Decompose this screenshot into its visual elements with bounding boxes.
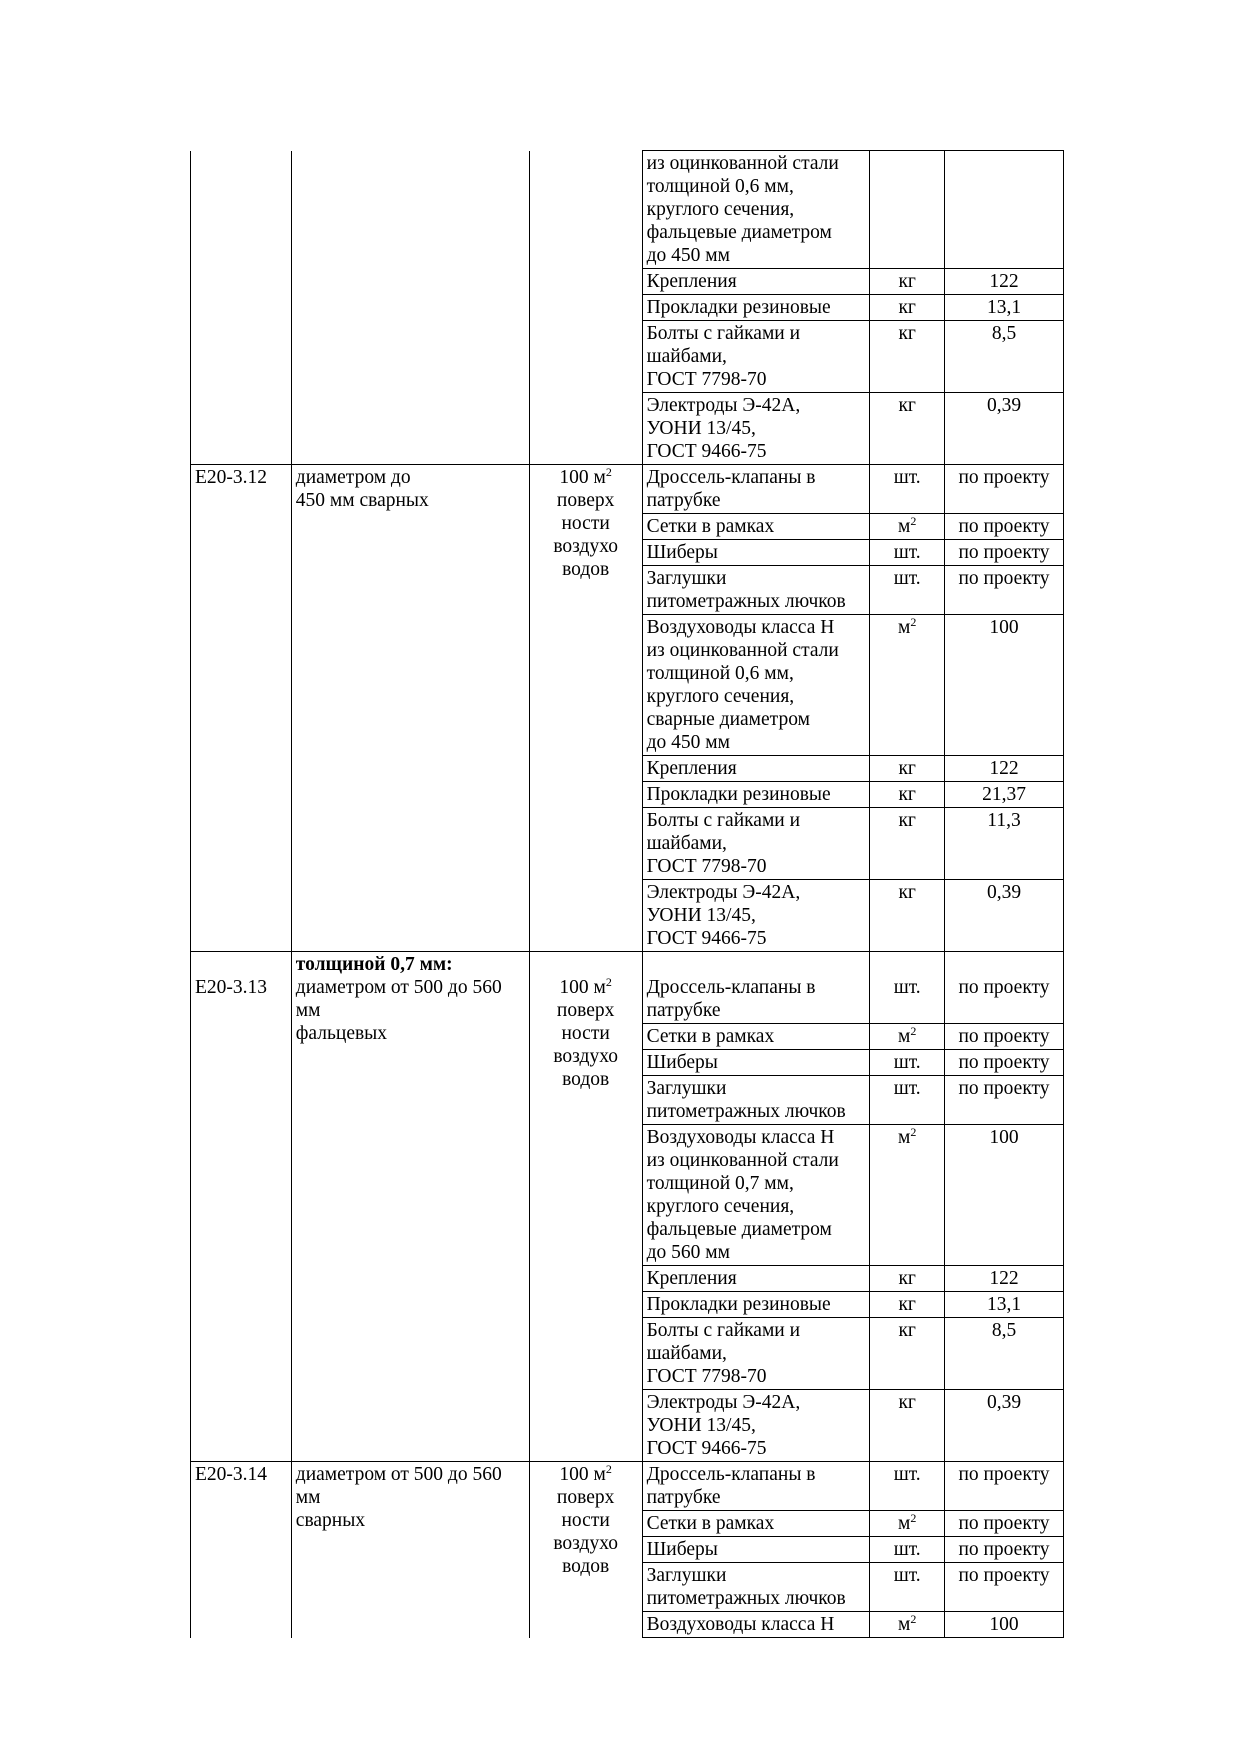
quantity-text: 8,5: [991, 323, 1017, 344]
resource-name-cell: [642, 808, 870, 880]
resource-name-cell: [642, 782, 870, 808]
resource-name-line: до 450 мм: [646, 245, 730, 266]
meter-description-line: воздухо: [553, 1046, 618, 1067]
quantity-text: по проекту: [958, 1464, 1050, 1485]
resource-name-line: Электроды Э-42А,: [646, 395, 801, 416]
resource-name-cell: [642, 1511, 870, 1537]
unit-text: шт.: [893, 1565, 921, 1586]
resource-name-cell: [642, 1076, 870, 1125]
code-cell: [191, 1462, 292, 1638]
row-spacer: [949, 953, 1059, 976]
code-spacer: [195, 953, 287, 976]
quantity-text: 11,3: [987, 810, 1021, 831]
resource-name-line: из оцинкованной стали: [646, 640, 839, 661]
resource-name-cell: [642, 1125, 870, 1266]
resource-name-cell: [642, 756, 870, 782]
meter-spacer: [534, 953, 638, 976]
work-name-cell: [291, 952, 529, 1462]
resource-name-line: круглого сечения,: [646, 686, 795, 707]
resource-name-cell: [642, 1292, 870, 1318]
quantity-cell: [945, 1076, 1064, 1125]
resource-name-cell: [642, 615, 870, 756]
unit-text: кг: [898, 1392, 916, 1413]
unit-cell: [870, 808, 945, 880]
resource-name-cell: [642, 393, 870, 465]
resource-name-line: патрубке: [646, 490, 721, 511]
unit-cell: [870, 151, 945, 269]
unit-cell: [870, 1462, 945, 1511]
quantity-text: 0,39: [986, 1392, 1022, 1413]
meter-description-line: поверх: [556, 1487, 615, 1508]
unit-text: м: [898, 516, 911, 537]
unit-text: кг: [898, 784, 916, 805]
resource-name-line: толщиной 0,7 мм,: [646, 1173, 794, 1194]
resource-name-line: шайбами,: [646, 833, 727, 854]
quantity-text: по проекту: [958, 1026, 1050, 1047]
unit-superscript: 2: [910, 615, 917, 629]
work-name-line: мм: [295, 1000, 321, 1021]
quantity-text: 0,39: [986, 395, 1022, 416]
quantity-cell: [945, 1266, 1064, 1292]
resource-name-line: Дроссель-клапаны в: [646, 1464, 816, 1485]
resource-name-cell: [642, 540, 870, 566]
code-cell: [191, 151, 292, 465]
unit-cell: [870, 393, 945, 465]
table-row: [191, 151, 1064, 269]
row-spacer: [647, 953, 866, 976]
resource-name-cell: [642, 1390, 870, 1462]
resource-name-line: УОНИ 13/45,: [646, 905, 756, 926]
meter-value: [534, 466, 638, 489]
work-name-line: диаметром от 500 до 560: [295, 1464, 502, 1485]
unit-text: м: [898, 617, 911, 638]
resource-name-line: Заглушки: [646, 568, 727, 589]
resource-name-line: ГОСТ 7798-70: [646, 1366, 767, 1387]
work-name-line: диаметром от 500 до 560: [295, 977, 502, 998]
unit-superscript: 2: [910, 1125, 917, 1139]
work-name-line: диаметром до: [295, 467, 411, 488]
resource-name-line: ГОСТ 9466-75: [646, 928, 767, 949]
meter-description-line: ности: [561, 1023, 610, 1044]
resource-name-line: до 450 мм: [646, 732, 730, 753]
code-cell: [191, 952, 292, 1462]
resource-name-line: УОНИ 13/45,: [646, 418, 756, 439]
quantity-cell: [945, 1511, 1064, 1537]
resource-name-cell: [642, 1266, 870, 1292]
meter-description-line: ности: [561, 513, 610, 534]
quantity-cell: [945, 1612, 1064, 1638]
unit-cell: [870, 782, 945, 808]
resource-name-line: питометражных лючков: [646, 591, 846, 612]
quantity-cell: [945, 151, 1064, 269]
quantity-text: 100: [989, 1614, 1019, 1635]
quantity-text: 122: [989, 758, 1019, 779]
unit-cell: [870, 1537, 945, 1563]
unit-text: м: [898, 1026, 911, 1047]
table-row: [191, 952, 1064, 1024]
meter-description-line: воздухо: [553, 536, 618, 557]
meter-cell: [529, 465, 642, 952]
resource-name-line: толщиной 0,6 мм,: [646, 663, 794, 684]
meter-unit-text: 100 м: [559, 977, 606, 998]
quantity-cell: [945, 295, 1064, 321]
resource-name-line: Воздуховоды класса Н: [646, 1614, 835, 1635]
quantity-text: 13,1: [986, 297, 1022, 318]
quantity-cell: [945, 465, 1064, 514]
unit-text: шт.: [893, 977, 921, 998]
quantity-cell: [945, 566, 1064, 615]
unit-text: кг: [898, 395, 916, 416]
quantity-text: 100: [989, 617, 1019, 638]
quantity-text: по проекту: [958, 516, 1050, 537]
quantity-text: 122: [989, 271, 1019, 292]
meter-description-line: водов: [562, 559, 610, 580]
unit-cell: [870, 295, 945, 321]
norm-code: Е20-3.13: [195, 977, 268, 998]
work-name-cell: [291, 151, 529, 465]
resource-name-line: Воздуховоды класса Н: [646, 617, 835, 638]
work-name-line: фальцевых: [295, 1023, 388, 1044]
meter-description-line: поверх: [556, 490, 615, 511]
quantity-cell: [945, 952, 1064, 1024]
resource-name-line: Болты с гайками и: [646, 323, 801, 344]
resource-name-line: Сетки в рамках: [646, 516, 775, 537]
unit-cell: [870, 1076, 945, 1125]
quantity-cell: [945, 1125, 1064, 1266]
quantity-text: по проекту: [958, 1052, 1050, 1073]
quantity-cell: [945, 1050, 1064, 1076]
resource-name-line: Прокладки резиновые: [646, 297, 831, 318]
unit-text: м: [898, 1127, 911, 1148]
quantity-text: по проекту: [958, 542, 1050, 563]
unit-cell: [870, 269, 945, 295]
quantity-cell: [945, 808, 1064, 880]
unit-cell: [870, 1024, 945, 1050]
quantity-cell: [945, 1292, 1064, 1318]
unit-text: кг: [898, 1320, 916, 1341]
meter-description-line: водов: [562, 1556, 610, 1577]
quantity-cell: [945, 1390, 1064, 1462]
resource-name-line: фальцевые диаметром: [646, 1219, 832, 1240]
unit-cell: [870, 1390, 945, 1462]
resource-name-line: круглого сечения,: [646, 199, 795, 220]
work-name-line: 450 мм сварных: [295, 490, 429, 511]
quantity-text: по проекту: [958, 1565, 1050, 1586]
meter-description-line: воздухо: [553, 1533, 618, 1554]
unit-text: шт.: [893, 1464, 921, 1485]
resource-name-line: сварные диаметром: [646, 709, 810, 730]
unit-cell: [870, 540, 945, 566]
quantity-text: 13,1: [986, 1294, 1022, 1315]
meter-superscript: 2: [605, 465, 612, 479]
resource-name-line: патрубке: [646, 1000, 721, 1021]
quantity-text: по проекту: [958, 1513, 1050, 1534]
unit-cell: [870, 1266, 945, 1292]
unit-text: кг: [898, 271, 916, 292]
quantity-text: по проекту: [958, 977, 1050, 998]
norm-code: Е20-3.12: [195, 467, 268, 488]
quantity-cell: [945, 514, 1064, 540]
resource-name-line: ГОСТ 9466-75: [646, 441, 767, 462]
quantity-cell: [945, 1537, 1064, 1563]
resource-name-line: Болты с гайками и: [646, 1320, 801, 1341]
unit-text: кг: [898, 297, 916, 318]
resource-name-line: патрубке: [646, 1487, 721, 1508]
unit-cell: [870, 1318, 945, 1390]
unit-text: шт.: [893, 1539, 921, 1560]
meter-description-line: поверх: [556, 1000, 615, 1021]
unit-text: кг: [898, 758, 916, 779]
unit-text: кг: [898, 810, 916, 831]
meter-unit-text: 100 м: [559, 1464, 606, 1485]
resource-name-line: Заглушки: [646, 1565, 727, 1586]
quantity-text: по проекту: [958, 467, 1050, 488]
unit-cell: [870, 880, 945, 952]
unit-cell: [870, 952, 945, 1024]
unit-superscript: 2: [910, 1612, 917, 1626]
resource-name-cell: [642, 1024, 870, 1050]
quantity-cell: [945, 1563, 1064, 1612]
work-group-heading: толщиной 0,7 мм:: [295, 954, 453, 975]
resource-name-line: шайбами,: [646, 1343, 727, 1364]
quantity-cell: [945, 1462, 1064, 1511]
meter-cell: [529, 952, 642, 1462]
resource-name-cell: [642, 321, 870, 393]
unit-text: шт.: [893, 542, 921, 563]
quantity-cell: [945, 540, 1064, 566]
unit-cell: [870, 1050, 945, 1076]
quantity-text: 100: [989, 1127, 1019, 1148]
unit-cell: [870, 1125, 945, 1266]
unit-cell: [870, 756, 945, 782]
resource-name-line: Прокладки резиновые: [646, 1294, 831, 1315]
meter-value: [534, 976, 638, 999]
unit-text: шт.: [893, 1052, 921, 1073]
resource-name-line: ГОСТ 7798-70: [646, 369, 767, 390]
quantity-cell: [945, 393, 1064, 465]
unit-cell: [870, 1563, 945, 1612]
unit-cell: [870, 1612, 945, 1638]
resource-name-line: Шиберы: [646, 1539, 718, 1560]
resource-name-cell: [642, 952, 870, 1024]
resource-name-cell: [642, 269, 870, 295]
code-cell: [191, 465, 292, 952]
unit-superscript: 2: [910, 514, 917, 528]
unit-cell: [870, 465, 945, 514]
quantity-text: по проекту: [958, 1078, 1050, 1099]
quantity-text: по проекту: [958, 1539, 1050, 1560]
resource-name-line: Крепления: [646, 1268, 737, 1289]
unit-superscript: 2: [910, 1024, 917, 1038]
meter-superscript: 2: [605, 975, 612, 989]
work-name-cell: [291, 465, 529, 952]
table-row: [191, 1462, 1064, 1511]
unit-text: шт.: [893, 1078, 921, 1099]
resource-name-line: ГОСТ 9466-75: [646, 1438, 767, 1459]
resource-name-cell: [642, 880, 870, 952]
resource-name-line: Сетки в рамках: [646, 1513, 775, 1534]
resource-name-line: Воздуховоды класса Н: [646, 1127, 835, 1148]
quantity-cell: [945, 756, 1064, 782]
unit-text: кг: [898, 323, 916, 344]
resource-name-line: питометражных лючков: [646, 1588, 846, 1609]
resource-name-cell: [642, 1462, 870, 1511]
unit-cell: [870, 1511, 945, 1537]
meter-description-line: водов: [562, 1069, 610, 1090]
resource-name-line: Крепления: [646, 758, 737, 779]
resource-name-cell: [642, 465, 870, 514]
meter-superscript: 2: [605, 1462, 612, 1476]
resource-name-line: до 560 мм: [646, 1242, 730, 1263]
quantity-cell: [945, 615, 1064, 756]
resource-name-cell: [642, 1612, 870, 1638]
resource-name-line: Шиберы: [646, 1052, 718, 1073]
resource-name-line: Шиберы: [646, 542, 718, 563]
resource-name-cell: [642, 1537, 870, 1563]
resource-name-cell: [642, 295, 870, 321]
work-name-line: сварных: [295, 1510, 366, 1531]
resource-name-line: Электроды Э-42А,: [646, 1392, 801, 1413]
meter-cell: [529, 151, 642, 465]
resource-name-cell: [642, 566, 870, 615]
resource-name-line: Дроссель-клапаны в: [646, 977, 816, 998]
resource-name-cell: [642, 1563, 870, 1612]
quantity-cell: [945, 782, 1064, 808]
resource-name-line: Заглушки: [646, 1078, 727, 1099]
unit-cell: [870, 566, 945, 615]
quantity-text: 8,5: [991, 1320, 1017, 1341]
resource-name-line: Прокладки резиновые: [646, 784, 831, 805]
unit-cell: [870, 615, 945, 756]
resource-name-line: толщиной 0,6 мм,: [646, 176, 794, 197]
unit-text: кг: [898, 1294, 916, 1315]
resource-name-line: Электроды Э-42А,: [646, 882, 801, 903]
unit-text: кг: [898, 1268, 916, 1289]
unit-text: кг: [898, 882, 916, 903]
resource-name-line: Болты с гайками и: [646, 810, 801, 831]
unit-text: шт.: [893, 568, 921, 589]
unit-cell: [870, 514, 945, 540]
quantity-text: 122: [989, 1268, 1019, 1289]
resource-name-line: Крепления: [646, 271, 737, 292]
quantity-cell: [945, 269, 1064, 295]
meter-value: [534, 1463, 638, 1486]
resource-name-line: ГОСТ 7798-70: [646, 856, 767, 877]
resource-name-line: круглого сечения,: [646, 1196, 795, 1217]
resource-norms-table: [190, 150, 1064, 1638]
resource-name-cell: [642, 514, 870, 540]
table-row: [191, 465, 1064, 514]
quantity-cell: [945, 880, 1064, 952]
unit-text: шт.: [893, 467, 921, 488]
resource-name-line: УОНИ 13/45,: [646, 1415, 756, 1436]
quantity-cell: [945, 1024, 1064, 1050]
row-spacer: [874, 953, 940, 976]
work-name-cell: [291, 1462, 529, 1638]
resource-name-line: из оцинкованной стали: [646, 153, 839, 174]
resource-name-cell: [642, 1318, 870, 1390]
resource-name-line: питометражных лючков: [646, 1101, 846, 1122]
unit-superscript: 2: [910, 1511, 917, 1525]
meter-unit-text: 100 м: [559, 467, 606, 488]
quantity-cell: [945, 321, 1064, 393]
resource-name-cell: [642, 1050, 870, 1076]
work-name-line: мм: [295, 1487, 321, 1508]
quantity-text: 0,39: [986, 882, 1022, 903]
resource-name-cell: [642, 151, 870, 269]
resource-name-line: фальцевые диаметром: [646, 222, 832, 243]
unit-cell: [870, 321, 945, 393]
resource-name-line: из оцинкованной стали: [646, 1150, 839, 1171]
unit-cell: [870, 1292, 945, 1318]
resource-name-line: Дроссель-клапаны в: [646, 467, 816, 488]
resource-name-line: Сетки в рамках: [646, 1026, 775, 1047]
quantity-text: 21,37: [982, 784, 1026, 805]
unit-text: м: [898, 1614, 911, 1635]
quantity-text: по проекту: [958, 568, 1050, 589]
meter-cell: [529, 1462, 642, 1638]
norm-code: Е20-3.14: [195, 1464, 268, 1485]
unit-text: м: [898, 1513, 911, 1534]
meter-description-line: ности: [561, 1510, 610, 1531]
quantity-cell: [945, 1318, 1064, 1390]
resource-name-line: шайбами,: [646, 346, 727, 367]
